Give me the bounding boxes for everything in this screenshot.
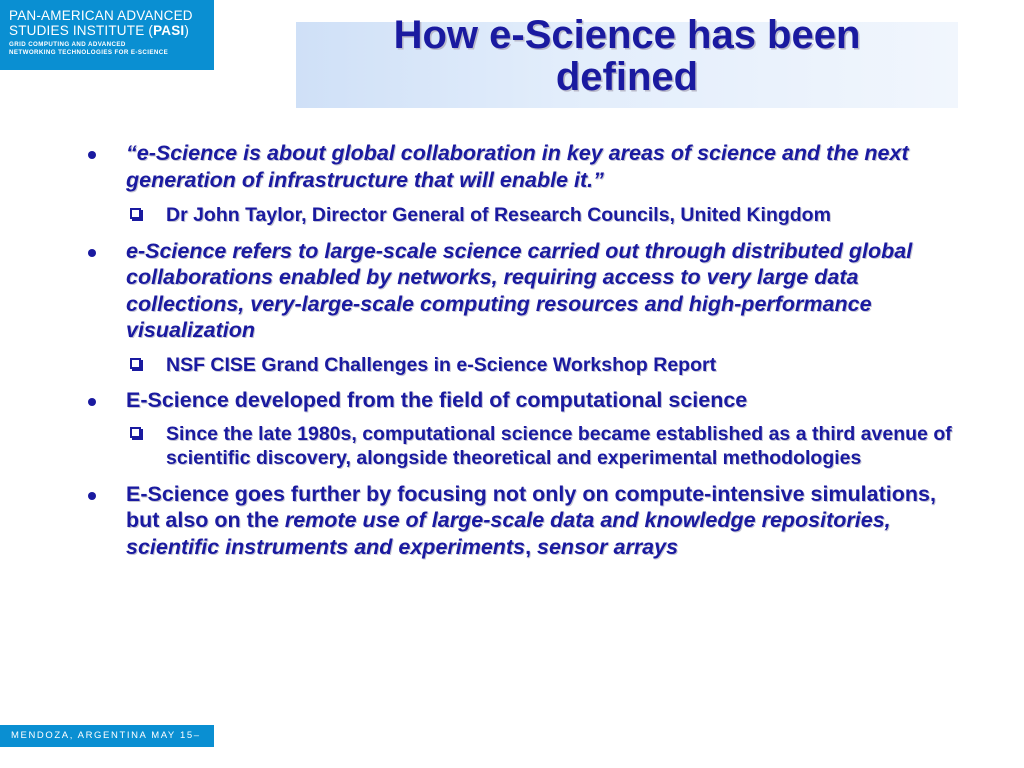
logo-line-2-suffix: ) xyxy=(184,23,190,38)
bullet-item xyxy=(86,140,956,193)
checkbox-bullet-icon xyxy=(130,427,141,438)
bullet-text: e-Science refers to large-scale science carried out through distributed global collaborations enabled by networks, requiring access to very large data collections, very-large-scale computing resources and high-performance visualization xyxy=(126,238,913,342)
sub-bullet-item xyxy=(86,353,956,378)
bullet-text xyxy=(126,482,936,559)
sub-bullet-text: Dr John Taylor, Director General of Research Councils, United Kingdom xyxy=(166,204,831,226)
bullet-text-plain: E-Science goes further by focusing not only on compute-intensive simulations, but also on the xyxy=(126,481,936,532)
logo-subtitle-line-1: GRID COMPUTING AND ADVANCED xyxy=(9,41,126,48)
bullet-item xyxy=(86,481,956,561)
slide-title-line-2: defined xyxy=(555,55,699,99)
bullet-text-italic: remote use of large-scale data and knowledge repositories, scientific instruments and experiments xyxy=(126,508,891,559)
bullet-text-italic-2: sensor arrays xyxy=(537,534,679,559)
logo-line-2-prefix: STUDIES INSTITUTE ( xyxy=(9,23,154,38)
slide-title-line-1: How e-Science has been xyxy=(393,13,861,57)
logo-line-2 xyxy=(9,23,214,38)
bullet-item xyxy=(86,238,956,344)
logo-subtitle xyxy=(9,41,214,57)
bullet-item xyxy=(86,387,956,414)
checkbox-bullet-icon xyxy=(130,358,141,369)
sub-bullet-text: NSF CISE Grand Challenges in e-Science Workshop Report xyxy=(166,353,717,376)
checkbox-bullet-icon xyxy=(130,208,141,219)
logo-subtitle-line-2: NETWORKING TECHNOLOGIES FOR E-SCIENCE xyxy=(9,49,169,56)
bullet-text: “e-Science is about global collaboration in key areas of science and the next generation of infrastructure that will enable it.” xyxy=(126,141,909,192)
slide-title xyxy=(296,14,958,98)
pasi-logo xyxy=(0,0,214,70)
sub-bullet-item xyxy=(86,422,956,471)
sub-bullet-text: Since the late 1980s, computational science became established as a third avenue of scientific discovery, alongside theoretical and experimental methodologies xyxy=(166,422,952,469)
bullet-text-plain-2: , xyxy=(525,534,538,559)
footer-strip: MENDOZA, ARGENTINA MAY 15–21, 2005 xyxy=(0,725,214,747)
slide-body xyxy=(86,140,956,560)
logo-pasi-acronym: PASI xyxy=(153,23,185,38)
logo-line-1: PAN-AMERICAN ADVANCED xyxy=(9,8,193,23)
bullet-text: E-Science developed from the field of computational science xyxy=(126,388,748,412)
sub-bullet-item xyxy=(86,203,956,228)
